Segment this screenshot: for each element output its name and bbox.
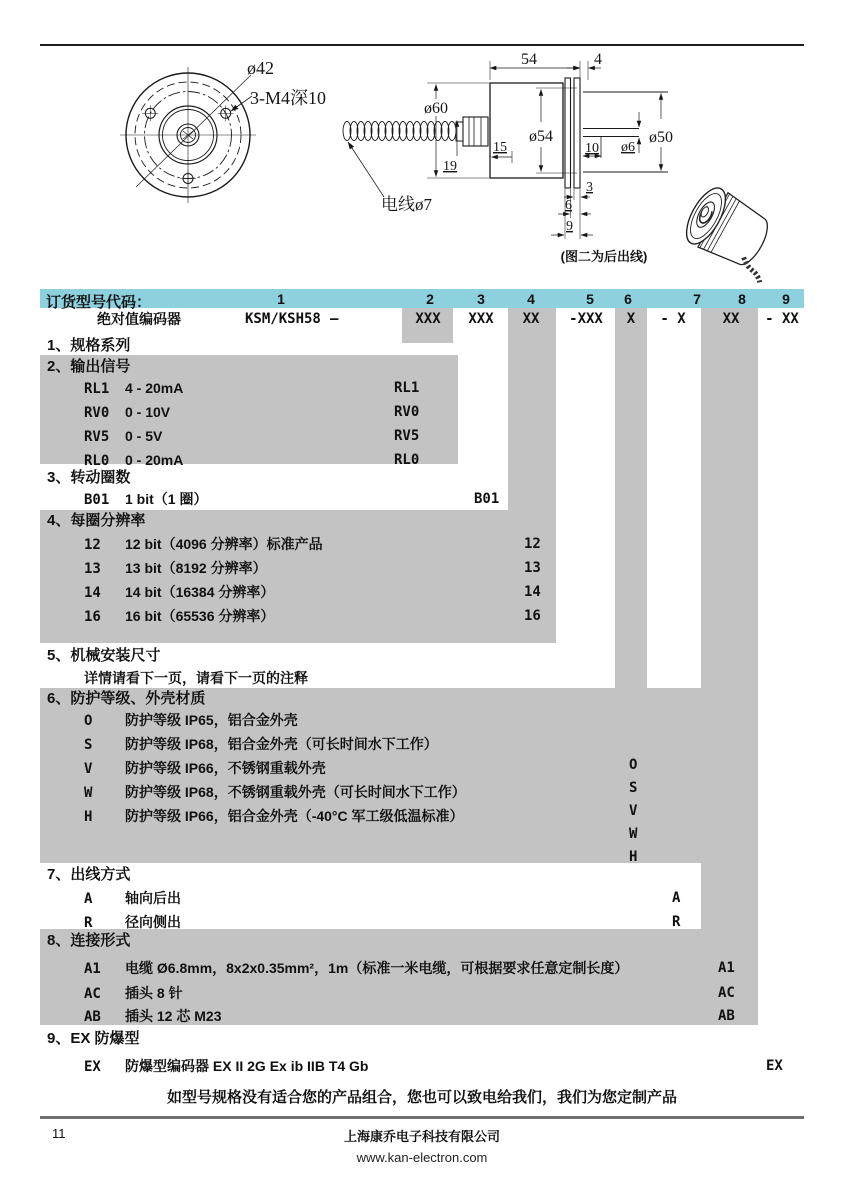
option-value: AB xyxy=(718,1008,735,1024)
dim-9: 9 xyxy=(566,219,573,234)
option-desc: 防护等级 IP66，不锈钢重载外壳 xyxy=(125,760,326,776)
option-code: B01 xyxy=(84,492,110,508)
option-code: RL0 xyxy=(84,453,110,469)
dim-3: 3 xyxy=(586,180,593,195)
code-cell-6: X xyxy=(626,311,636,327)
option-row xyxy=(84,914,181,931)
technical-drawing xyxy=(0,0,844,290)
option-code: A1 xyxy=(84,961,101,977)
option-desc: 12 bit（4096 分辨率）标准产品 xyxy=(125,536,323,552)
option-desc: 防护等级 IP65，铝合金外壳 xyxy=(125,712,298,728)
option-desc: 4 - 20mA xyxy=(125,380,184,396)
option-value: R xyxy=(672,914,681,930)
option-row xyxy=(84,404,170,421)
option-code: 14 xyxy=(84,585,101,601)
dim-54: 54 xyxy=(521,51,537,68)
option-value: S xyxy=(629,780,638,796)
option-row xyxy=(84,560,267,577)
column-number-9: 9 xyxy=(782,291,790,307)
option-value: W xyxy=(629,826,638,842)
option-value: RL1 xyxy=(394,380,420,396)
section-heading-8: 8、连接形式 xyxy=(47,932,131,949)
section-heading-2: 2、输出信号 xyxy=(47,358,131,375)
option-desc: 轴向后出 xyxy=(125,890,181,906)
option-desc: 16 bit（65536 分辨率） xyxy=(125,608,275,624)
column-number-3: 3 xyxy=(477,291,485,307)
company-name: 上海康乔电子科技有限公司 xyxy=(343,1129,500,1144)
section-heading-7: 7、出线方式 xyxy=(47,866,131,883)
dim-m4: 3-M4深10 xyxy=(250,88,326,108)
dim-cable: 电线ø7 xyxy=(381,195,432,214)
code-cell-8: XX xyxy=(722,311,740,327)
section-heading-9: 9、EX 防爆型 xyxy=(47,1030,140,1047)
option-value: RV0 xyxy=(394,404,420,420)
option-desc: 0 - 5V xyxy=(125,428,163,444)
code-cell-2: XXX xyxy=(415,311,441,327)
dim-15: 15 xyxy=(493,140,507,155)
section-heading-5: 5、机械安装尺寸 xyxy=(47,647,161,664)
option-value: A xyxy=(672,890,681,906)
option-desc: 插头 12 芯 M23 xyxy=(125,1008,222,1024)
order-code-title: 订货型号代码： xyxy=(46,294,152,311)
base-code: KSM/KSH58 xyxy=(245,311,321,327)
code-cell-3: XXX xyxy=(468,311,494,327)
option-row xyxy=(84,380,183,397)
option-desc: 0 - 20mA xyxy=(125,452,184,468)
option-value: V xyxy=(629,803,638,819)
column-band-8 xyxy=(701,308,758,1025)
option-code: R xyxy=(84,915,93,931)
option-code: V xyxy=(84,761,93,777)
option-code: RL1 xyxy=(84,381,110,397)
option-code: EX xyxy=(84,1059,101,1075)
code-separator: – xyxy=(330,311,339,327)
column-number-7: 7 xyxy=(693,291,701,307)
option-value: 14 xyxy=(524,584,541,600)
option-row xyxy=(84,428,162,445)
drawing-caption: (图二为后出线) xyxy=(560,249,648,264)
code-cell-7: - X xyxy=(660,311,686,327)
option-value: 12 xyxy=(524,536,541,552)
section-heading-1: 1、规格系列 xyxy=(47,337,131,354)
option-desc: 防爆型编码器 EX II 2G Ex ib IIB T4 Gb xyxy=(125,1058,369,1074)
option-row xyxy=(84,536,323,553)
option-value: H xyxy=(629,849,638,865)
option-desc: 防护等级 IP68，不锈钢重载外壳（可长时间水下工作） xyxy=(125,784,466,800)
footer-rule xyxy=(40,1116,804,1119)
option-code: W xyxy=(84,785,93,801)
option-row xyxy=(84,890,181,907)
option-code: RV5 xyxy=(84,429,110,445)
option-value: O xyxy=(629,757,638,773)
dim-6: 6 xyxy=(565,198,572,213)
option-row xyxy=(84,736,438,753)
option-row xyxy=(84,1058,368,1075)
option-code: H xyxy=(84,809,93,825)
front-view xyxy=(120,67,256,203)
dim-10: 10 xyxy=(585,141,599,156)
option-code: S xyxy=(84,737,93,753)
option-code: AB xyxy=(84,1009,101,1025)
option-row xyxy=(84,1008,221,1025)
option-code: 13 xyxy=(84,561,101,577)
option-value: A1 xyxy=(718,960,735,976)
option-code: 16 xyxy=(84,609,101,625)
dim-d60: ø60 xyxy=(424,100,448,117)
cable-coil xyxy=(343,122,456,141)
option-row xyxy=(84,784,466,801)
option-value: RV5 xyxy=(394,428,420,444)
option-row xyxy=(84,985,183,1002)
dim-19: 19 xyxy=(443,159,457,174)
company-website: www.kan-electron.com xyxy=(356,1150,488,1165)
code-cell-5: -XXX xyxy=(569,311,603,327)
option-value: AC xyxy=(718,985,735,1001)
option-code: AC xyxy=(84,986,101,1002)
option-desc: 插头 8 针 xyxy=(125,985,183,1001)
option-value: EX xyxy=(766,1058,783,1074)
option-value: 16 xyxy=(524,608,541,624)
product-3d-sketch xyxy=(678,182,790,282)
column-number-1: 1 xyxy=(277,291,285,307)
dim-d50: ø50 xyxy=(649,129,673,146)
option-row xyxy=(84,491,207,508)
option-value: 13 xyxy=(524,560,541,576)
option-row xyxy=(84,712,298,729)
option-desc: 1 bit（1 圈） xyxy=(125,491,208,507)
option-row xyxy=(84,808,464,825)
option-desc: 径向侧出 xyxy=(125,914,181,930)
code-cell-9: - XX xyxy=(765,311,799,327)
option-desc: 防护等级 IP68，铝合金外壳（可长时间水下工作） xyxy=(125,736,438,752)
code-cell-4: XX xyxy=(522,311,540,327)
option-row xyxy=(84,608,274,625)
option-desc: 13 bit（8192 分辨率） xyxy=(125,560,267,576)
custom-order-note: 如型号规格没有适合您的产品组合，您也可以致电给我们，我们为您定制产品 xyxy=(166,1089,677,1106)
option-value: RL0 xyxy=(394,452,420,468)
dim-d6: ø6 xyxy=(621,140,635,155)
option-desc: 0 - 10V xyxy=(125,404,171,420)
product-label: 绝对值编码器 xyxy=(97,311,181,327)
option-code: A xyxy=(84,891,93,907)
option-code: O xyxy=(84,713,93,729)
column-number-2: 2 xyxy=(426,291,434,307)
section-heading-3: 3、转动圈数 xyxy=(47,469,131,486)
option-row xyxy=(84,584,274,601)
option-row xyxy=(84,960,628,977)
dim-d42: ø42 xyxy=(247,58,274,78)
column-number-8: 8 xyxy=(738,291,746,307)
section-heading-6: 6、防护等级、外壳材质 xyxy=(47,690,206,707)
option-value: B01 xyxy=(474,491,500,507)
option-code: RV0 xyxy=(84,405,110,421)
section-5-note: 详情请看下一页，请看下一页的注释 xyxy=(84,670,308,686)
column-number-4: 4 xyxy=(527,291,535,307)
option-row xyxy=(84,452,183,469)
column-number-5: 5 xyxy=(586,291,594,307)
dim-d54: ø54 xyxy=(529,128,553,145)
option-code: 12 xyxy=(84,537,101,553)
section-heading-4: 4、每圈分辨率 xyxy=(47,512,146,529)
option-desc: 14 bit（16384 分辨率） xyxy=(125,584,275,600)
column-number-6: 6 xyxy=(624,291,632,307)
dim-4: 4 xyxy=(594,51,602,68)
page-number: 11 xyxy=(52,1126,66,1141)
option-row xyxy=(84,760,326,777)
option-desc: 电缆 Ø6.8mm，8x2x0.35mm²，1m（标准一米电缆，可根据要求任意定制长度） xyxy=(125,960,629,976)
option-desc: 防护等级 IP66，铝合金外壳（-40°C 军工级低温标准） xyxy=(125,808,464,824)
